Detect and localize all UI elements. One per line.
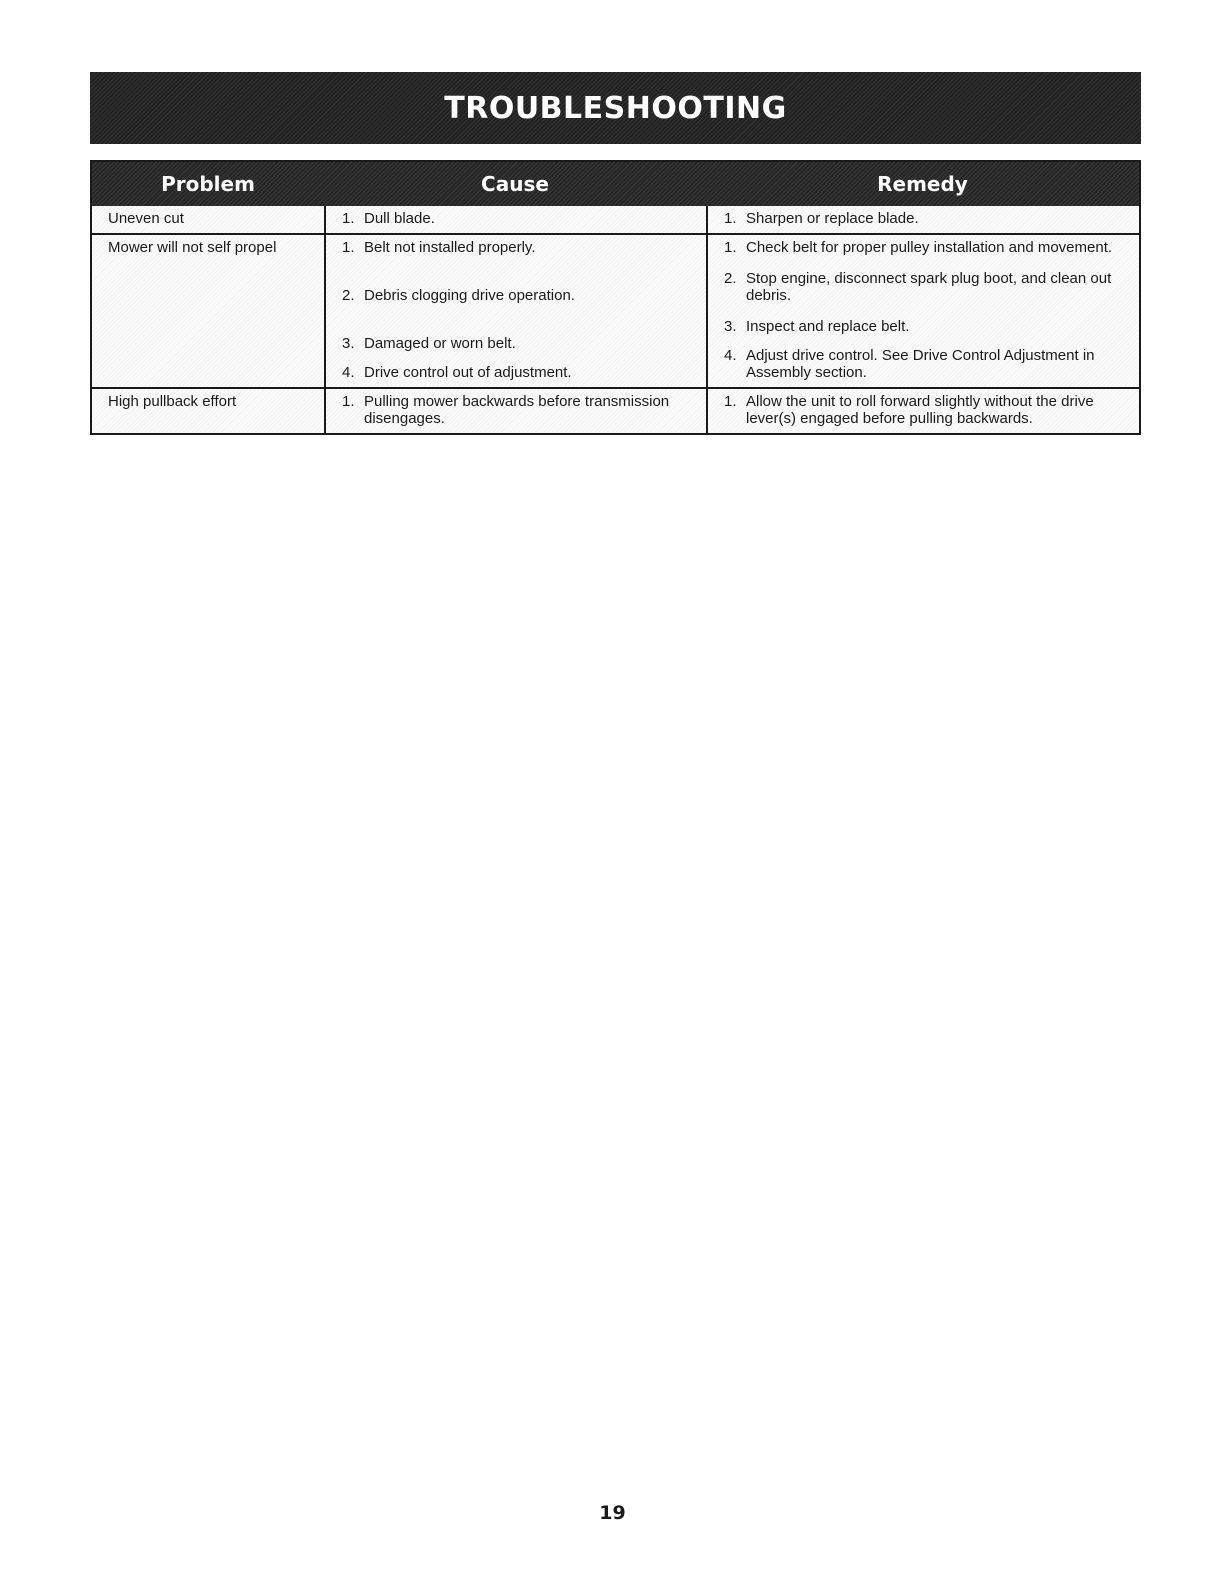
item-text: Inspect and replace belt. xyxy=(746,318,910,335)
list-item xyxy=(724,393,1129,427)
page-title: TROUBLESHOOTING xyxy=(444,90,787,126)
cause-cell xyxy=(324,206,706,233)
item-text: Debris clogging drive operation. xyxy=(364,287,575,304)
item-text: Sharpen or replace blade. xyxy=(746,210,919,227)
list-item xyxy=(724,347,1129,381)
item-text: Stop engine, disconnect spark plug boot, and clean out debris. xyxy=(746,270,1112,304)
item-number: 1. xyxy=(724,210,737,227)
table-header xyxy=(92,162,1139,206)
item-text: Adjust drive control. See Drive Control Adjustment in Assembly section. xyxy=(746,347,1095,381)
list-item xyxy=(724,210,1129,227)
list-item xyxy=(724,270,1129,304)
list-item xyxy=(342,210,696,227)
header-remedy: Remedy xyxy=(877,172,968,196)
header-problem: Problem xyxy=(161,172,255,196)
item-number: 2. xyxy=(724,270,737,287)
item-number: 1. xyxy=(724,239,737,256)
list-item xyxy=(724,239,1129,256)
cause-cell xyxy=(324,235,706,387)
item-number: 2. xyxy=(342,287,355,304)
list-item xyxy=(342,393,696,427)
item-text: Check belt for proper pulley installation and movement. xyxy=(746,239,1113,256)
cause-cell xyxy=(324,389,706,433)
item-number: 4. xyxy=(342,364,355,381)
item-number: 4. xyxy=(724,347,737,364)
problem-cell: Uneven cut xyxy=(108,210,184,227)
page-number: 19 xyxy=(599,1502,626,1524)
table-row xyxy=(92,233,1139,387)
item-text: Dull blade. xyxy=(364,210,435,227)
troubleshooting-table xyxy=(90,160,1141,435)
title-banner xyxy=(90,72,1141,144)
list-item xyxy=(342,239,696,256)
item-number: 3. xyxy=(342,335,355,352)
header-cause: Cause xyxy=(481,172,549,196)
item-text: Drive control out of adjustment. xyxy=(364,364,572,381)
item-text: Belt not installed properly. xyxy=(364,239,536,256)
item-text: Allow the unit to roll forward slightly without the drive lever(s) engaged before pulling backwards. xyxy=(746,393,1094,427)
item-number: 1. xyxy=(342,210,355,227)
table-row xyxy=(92,206,1139,233)
list-item xyxy=(342,287,696,304)
remedy-cell xyxy=(706,235,1139,387)
problem-cell: Mower will not self propel xyxy=(108,239,277,256)
list-item xyxy=(724,318,1129,335)
list-item xyxy=(342,335,696,352)
item-text: Damaged or worn belt. xyxy=(364,335,516,352)
problem-cell: High pullback effort xyxy=(108,393,237,410)
item-text: Pulling mower backwards before transmission disengages. xyxy=(364,393,670,427)
item-number: 1. xyxy=(724,393,737,410)
remedy-cell xyxy=(706,389,1139,433)
list-item xyxy=(342,364,696,381)
remedy-cell xyxy=(706,206,1139,233)
table-row xyxy=(92,387,1139,433)
item-number: 1. xyxy=(342,239,355,256)
item-number: 3. xyxy=(724,318,737,335)
item-number: 1. xyxy=(342,393,355,410)
